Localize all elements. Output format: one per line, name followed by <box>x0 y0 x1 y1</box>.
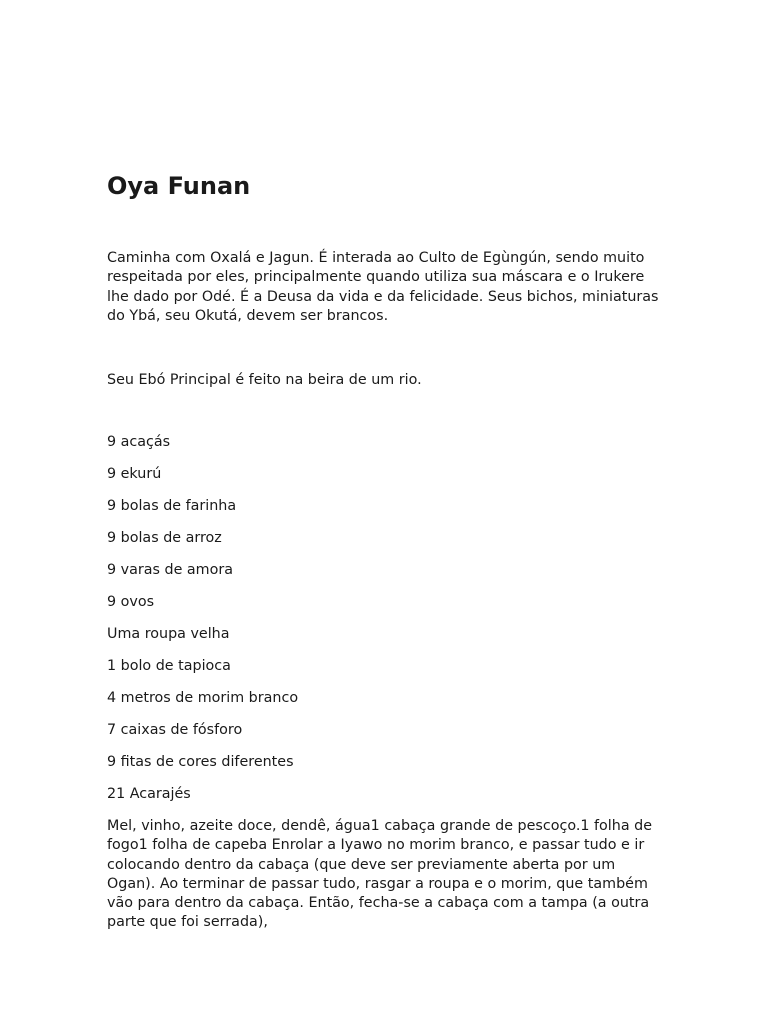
list-item: 9 fitas de cores diferentes <box>107 754 294 770</box>
list-item: 1 bolo de tapioca <box>107 658 231 674</box>
page-title: Oya Funan <box>107 172 251 200</box>
list-item: Uma roupa velha <box>107 626 230 642</box>
list-item: 7 caixas de fósforo <box>107 722 243 738</box>
list-item: 9 bolas de arroz <box>107 530 222 546</box>
intro-paragraph: Caminha com Oxalá e Jagun. É interada ao Culto de Egùngún, sendo muito respeitada por eles, principalmente quando utiliza sua máscara e o Irukere lhe dado por Odé. É a Deusa da vida e da felicidade. Seus bichos, miniaturas do Ybá, seu Okutá, devem ser brancos. <box>107 250 659 324</box>
list-item: 9 ovos <box>107 594 155 610</box>
ingredient-list <box>107 433 298 817</box>
list-item: 9 acaçás <box>107 434 171 450</box>
list-item: 9 varas de amora <box>107 562 233 578</box>
list-item: 9 bolas de farinha <box>107 498 237 514</box>
list-item: 9 ekurú <box>107 466 162 482</box>
list-item: 4 metros de morim branco <box>107 690 299 706</box>
ebo-paragraph: Seu Ebó Principal é feito na beira de um rio. <box>107 372 422 388</box>
list-item: 21 Acarajés <box>107 786 191 802</box>
instructions-paragraph: Mel, vinho, azeite doce, dendê, água1 cabaça grande de pescoço.1 folha de fogo1 folha de capeba Enrolar a Iyawo no morim branco, e passar tudo e ir colocando dentro da cabaça (que deve ser previamente aberta por um Ogan). Ao terminar de passar tudo, rasgar a roupa e o morim, que também vão para dentro da cabaça. Então, fecha-se a cabaça com a tampa (a outra parte que foi serrada), <box>107 818 653 931</box>
